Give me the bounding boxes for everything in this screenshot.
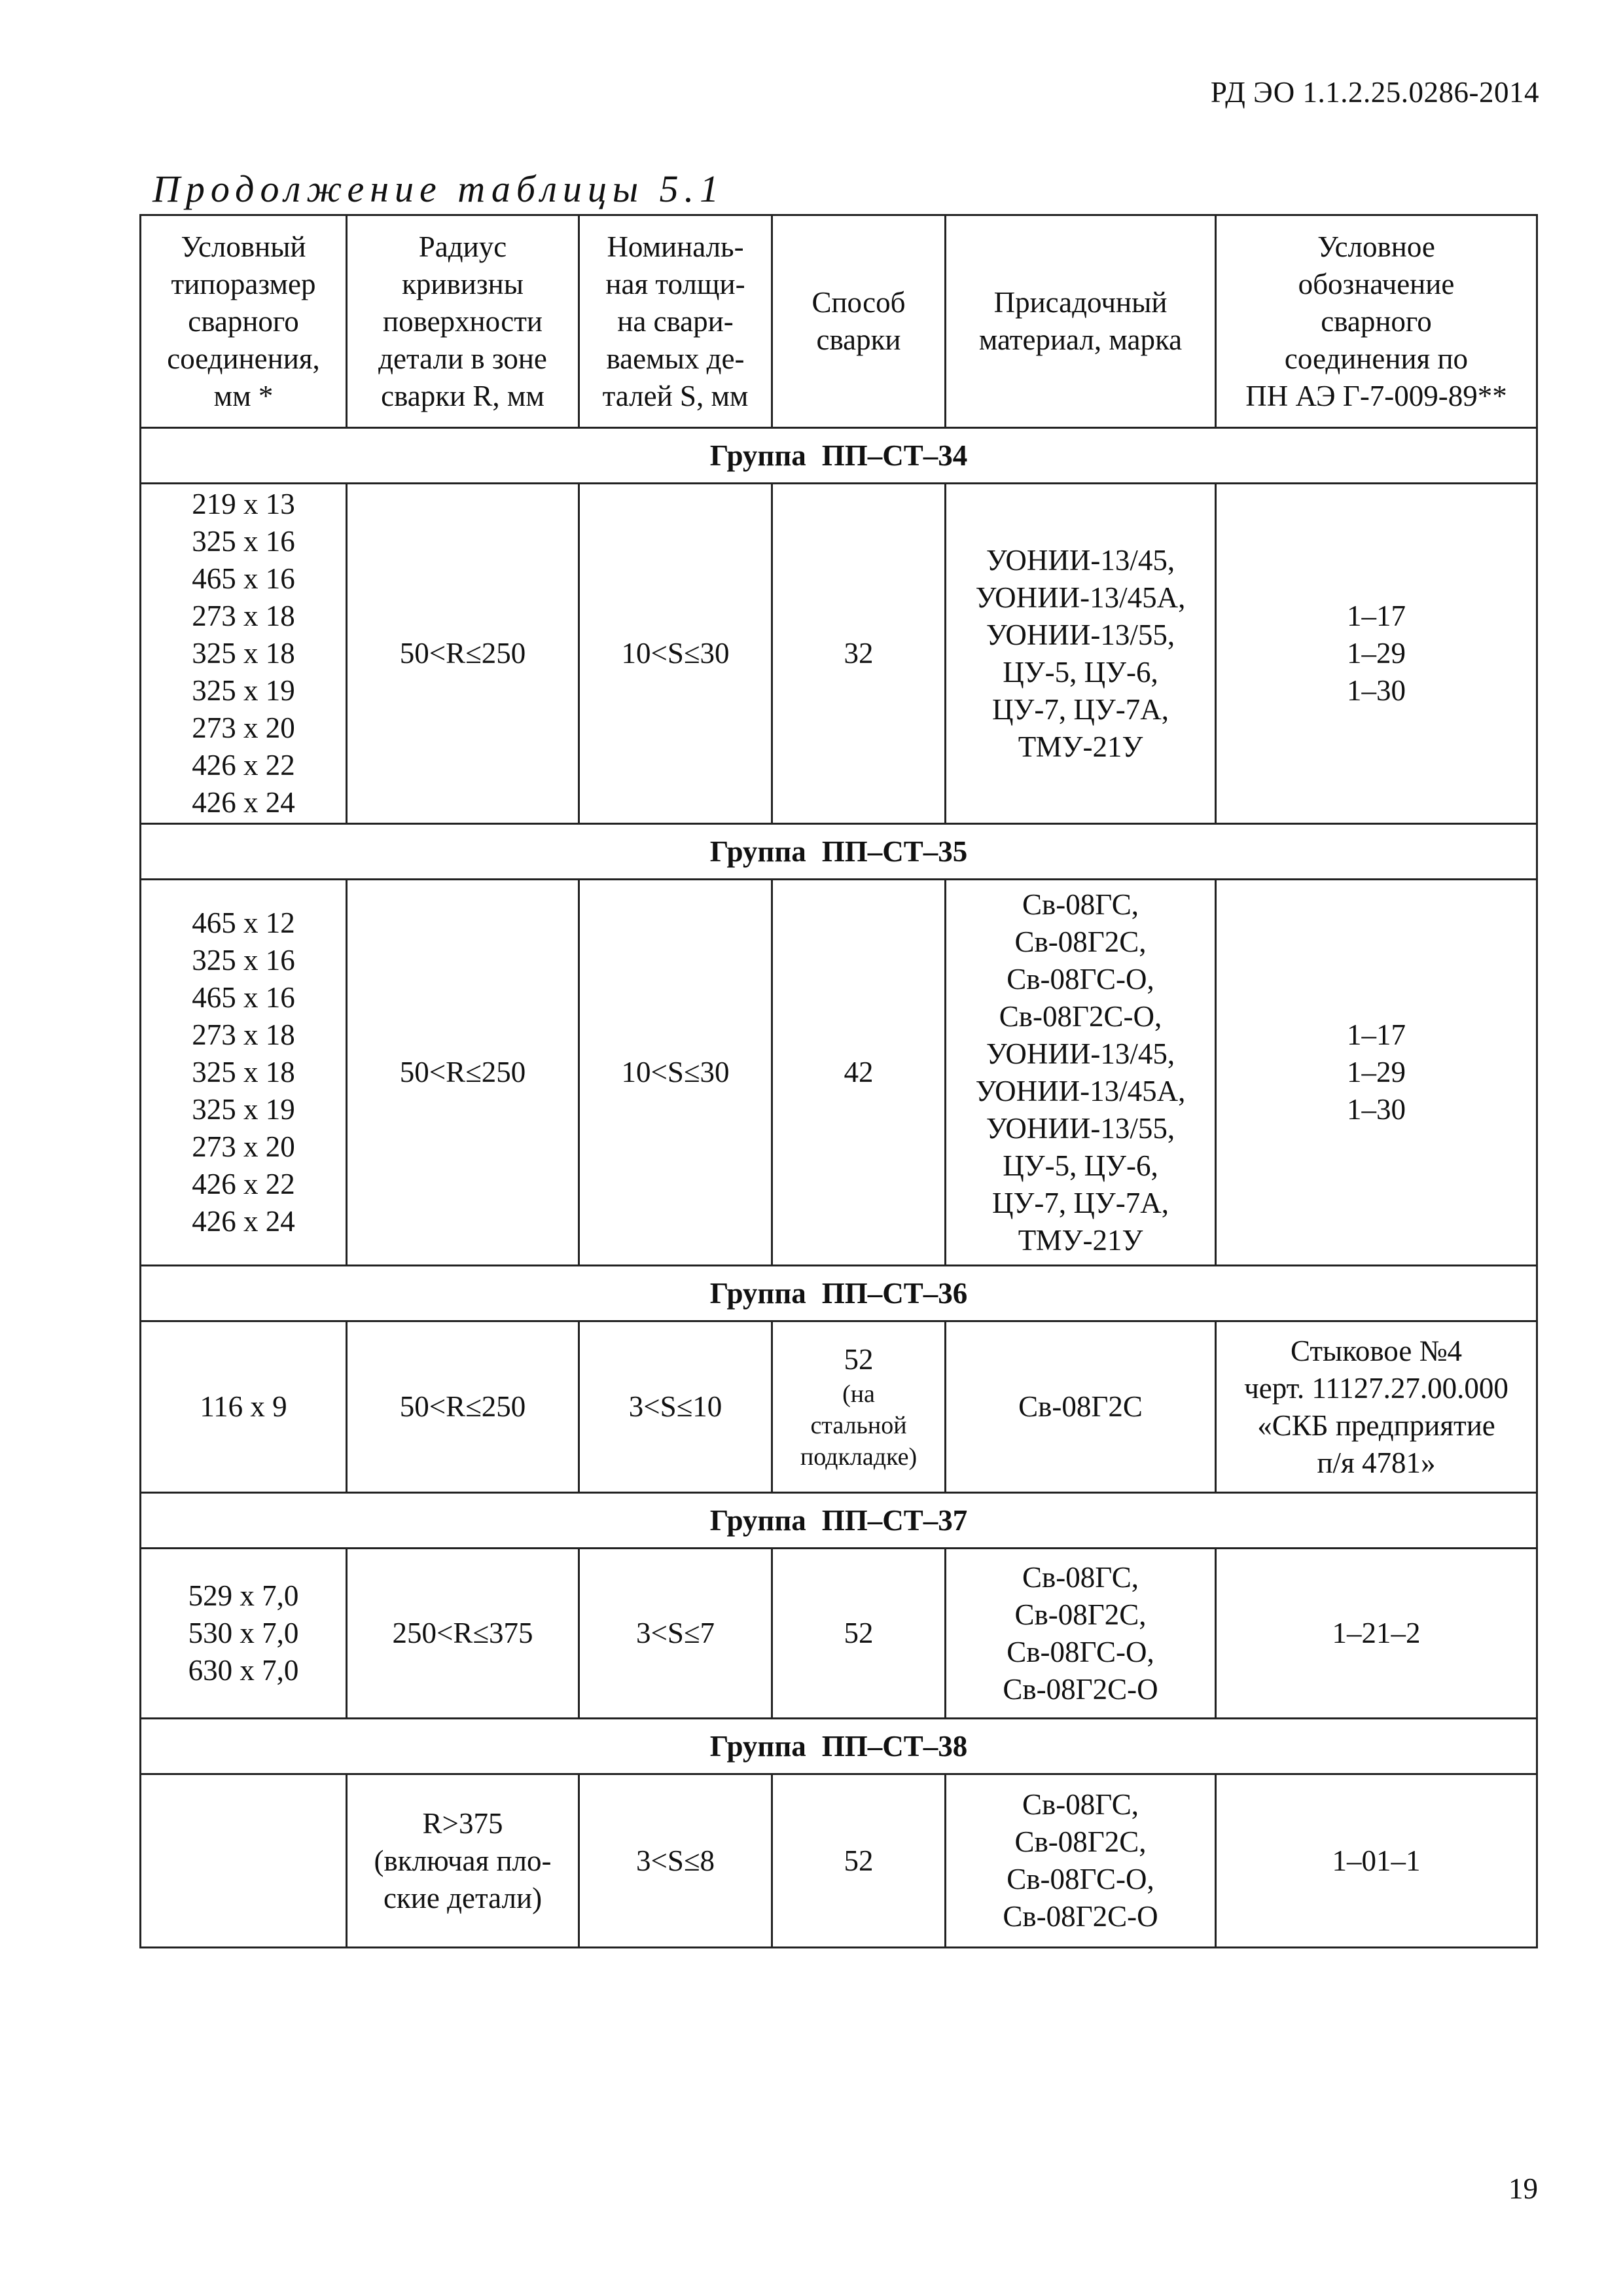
cell-method [772,484,946,824]
method-value: 52 [844,1844,874,1877]
cell-method [772,880,946,1266]
table-row [141,880,1537,1266]
cell-filler: Св-08ГС, Св-08Г2С, Св-08ГС-О, Св-08Г2С-О [946,1549,1216,1719]
method-value: 42 [844,1056,874,1088]
cell-thickness: 3<S≤10 [579,1321,772,1493]
cell-designation: 1–17 1–29 1–30 [1216,880,1537,1266]
cell-size: 116 х 9 [141,1321,347,1493]
cell-size: 465 х 12 325 х 16 465 х 16 273 х 18 325 х 18 325 х 19 273 х 20 426 х 22 426 х 24 [141,880,347,1266]
cell-thickness: 10<S≤30 [579,880,772,1266]
group-label: Группа [709,439,806,472]
method-value: 52 [844,1617,874,1649]
group-row [141,1493,1537,1549]
header-thickness: Номиналь- ная толщи- на свари- ваемых де- талей S, мм [579,215,772,428]
cell-radius: R>375 (включая пло- ские детали) [347,1774,579,1948]
cell-thickness: 3<S≤8 [579,1774,772,1948]
cell-filler: Св-08ГС, Св-08Г2С, Св-08ГС-О, Св-08Г2С-О [946,1774,1216,1948]
group-title [141,428,1537,484]
page-number: 19 [1508,2172,1538,2205]
group-title [141,1266,1537,1321]
table-row [141,1549,1537,1719]
cell-filler: Св-08ГС, Св-08Г2С, Св-08ГС-О, Св-08Г2С-О, УОНИИ-13/45, УОНИИ-13/45А, УОНИИ-13/55, ЦУ-5, ЦУ-6, ЦУ-7, ЦУ-7А, ТМУ-21У [946,880,1216,1266]
cell-radius: 50<R≤250 [347,484,579,824]
header-method: Способ сварки [772,215,946,428]
method-value: 32 [844,637,874,670]
cell-radius: 50<R≤250 [347,1321,579,1493]
cell-radius: 50<R≤250 [347,880,579,1266]
document-code: РД ЭО 1.1.2.25.0286-2014 [1210,76,1539,109]
group-name: ПП–СТ–34 [821,439,968,472]
table-row [141,1774,1537,1948]
group-name: ПП–СТ–36 [821,1276,968,1310]
method-value: 52 [844,1343,874,1376]
group-name: ПП–СТ–35 [821,834,968,868]
group-label: Группа [709,834,806,868]
cell-method [772,1774,946,1948]
cell-radius: 250<R≤375 [347,1549,579,1719]
group-row [141,1719,1537,1774]
group-label: Группа [709,1503,806,1537]
header-designation: Условное обозначение сварного соединения по ПН АЭ Г-7-009-89** [1216,215,1537,428]
method-note: (на стальной подкладке) [800,1380,918,1471]
group-row [141,428,1537,484]
group-name: ПП–СТ–38 [821,1729,968,1763]
cell-method [772,1549,946,1719]
group-label: Группа [709,1276,806,1310]
group-title [141,1493,1537,1549]
header-filler: Присадочный материал, марка [946,215,1216,428]
header-radius: Радиус кривизны поверхности детали в зоне сварки R, мм [347,215,579,428]
cell-thickness: 10<S≤30 [579,484,772,824]
table-header-row [141,215,1537,428]
welding-table [139,214,1538,1948]
group-title [141,1719,1537,1774]
cell-size [141,1774,347,1948]
header-size: Условный типоразмер сварного соединения, мм * [141,215,347,428]
cell-designation: 1–21–2 [1216,1549,1537,1719]
table-row [141,1321,1537,1493]
group-name: ПП–СТ–37 [821,1503,968,1537]
cell-designation: Стыковое №4 черт. 11127.27.00.000 «СКБ предприятие п/я 4781» [1216,1321,1537,1493]
table-caption: Продолжение таблицы 5.1 [152,168,725,210]
group-row [141,1266,1537,1321]
cell-filler: Св-08Г2С [946,1321,1216,1493]
cell-method [772,1321,946,1493]
cell-designation: 1–01–1 [1216,1774,1537,1948]
cell-filler: УОНИИ-13/45, УОНИИ-13/45А, УОНИИ-13/55, ЦУ-5, ЦУ-6, ЦУ-7, ЦУ-7А, ТМУ-21У [946,484,1216,824]
cell-size: 529 х 7,0 530 х 7,0 630 х 7,0 [141,1549,347,1719]
group-row [141,824,1537,880]
cell-size: 219 х 13 325 х 16 465 х 16 273 х 18 325 х 18 325 х 19 273 х 20 426 х 22 426 х 24 [141,484,347,824]
group-title [141,824,1537,880]
cell-designation: 1–17 1–29 1–30 [1216,484,1537,824]
table-row [141,484,1537,824]
group-label: Группа [709,1729,806,1763]
cell-thickness: 3<S≤7 [579,1549,772,1719]
